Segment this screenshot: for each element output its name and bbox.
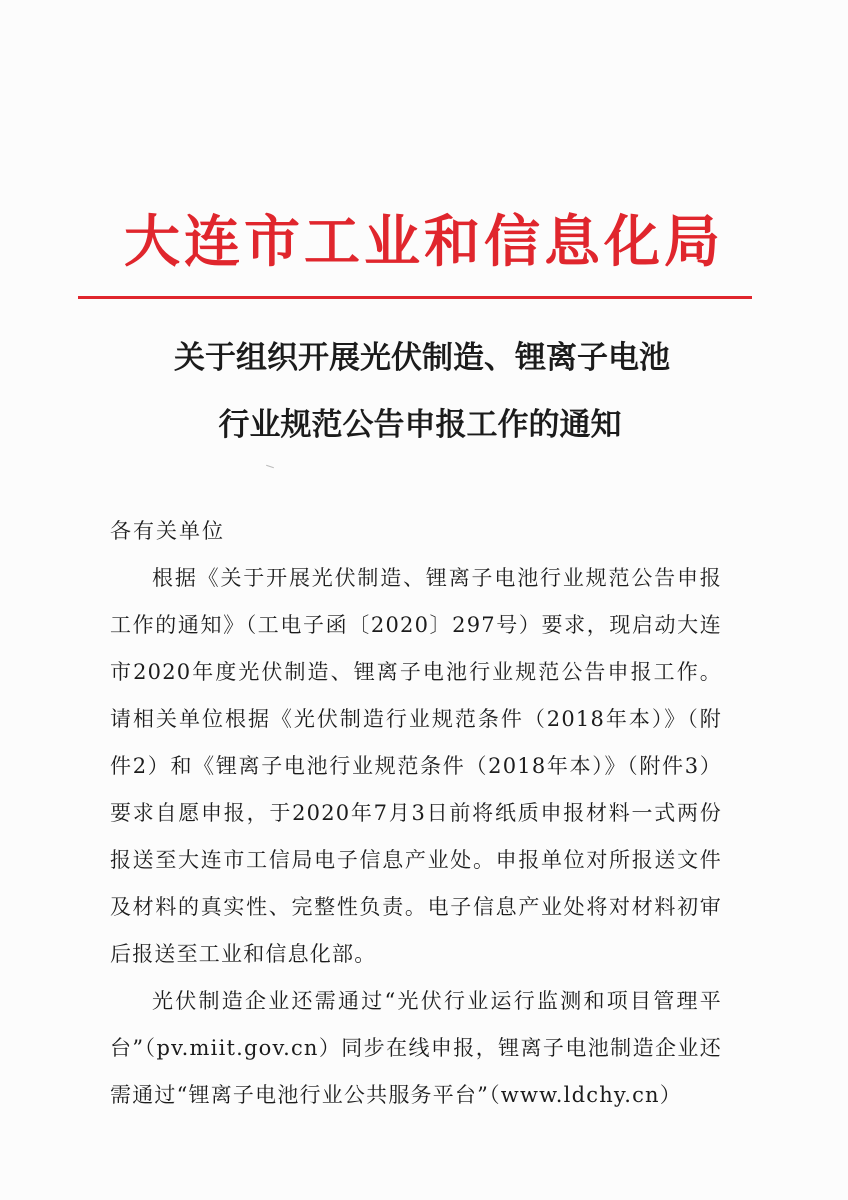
red-divider-line [78,296,752,299]
body-paragraph-2: 光伏制造企业还需通过“光伏行业运行监测和项目管理平台”（pv.miit.gov.cn）同步在线申报，锂离子电池制造企业还需通过“锂离子电池行业公共服务平台”（www.ldchy.cn） [110,989,722,1107]
notice-body [110,508,722,1119]
notice-title-line-1: 关于组织开展光伏制造、锂离子电池 [174,340,670,376]
scan-speck [266,465,274,468]
salutation: 各有关单位 [110,519,225,543]
notice-title-line-2: 行业规范公告申报工作的通知 [218,407,622,443]
body-paragraph-1: 根据《关于开展光伏制造、锂离子电池行业规范公告申报工作的通知》（工电子函〔2020〕297号）要求，现启动大连市2020年度光伏制造、锂离子电池行业规范公告申报工作。请相关单位根据《光伏制造行业规范条件（2018年本）》（附件2）和《锂离子电池行业规范条件（2018年本）》（附件3）要求自愿申报，于2020年7月3日前将纸质申报材料一式两份报送至大连市工信局电子信息产业处。申报单位对所报送文件及材料的真实性、完整性负责。电子信息产业处将对材料初审后报送至工业和信息化部。 [110,566,722,966]
agency-masthead: 大连市工业和信息化局 [124,209,724,275]
